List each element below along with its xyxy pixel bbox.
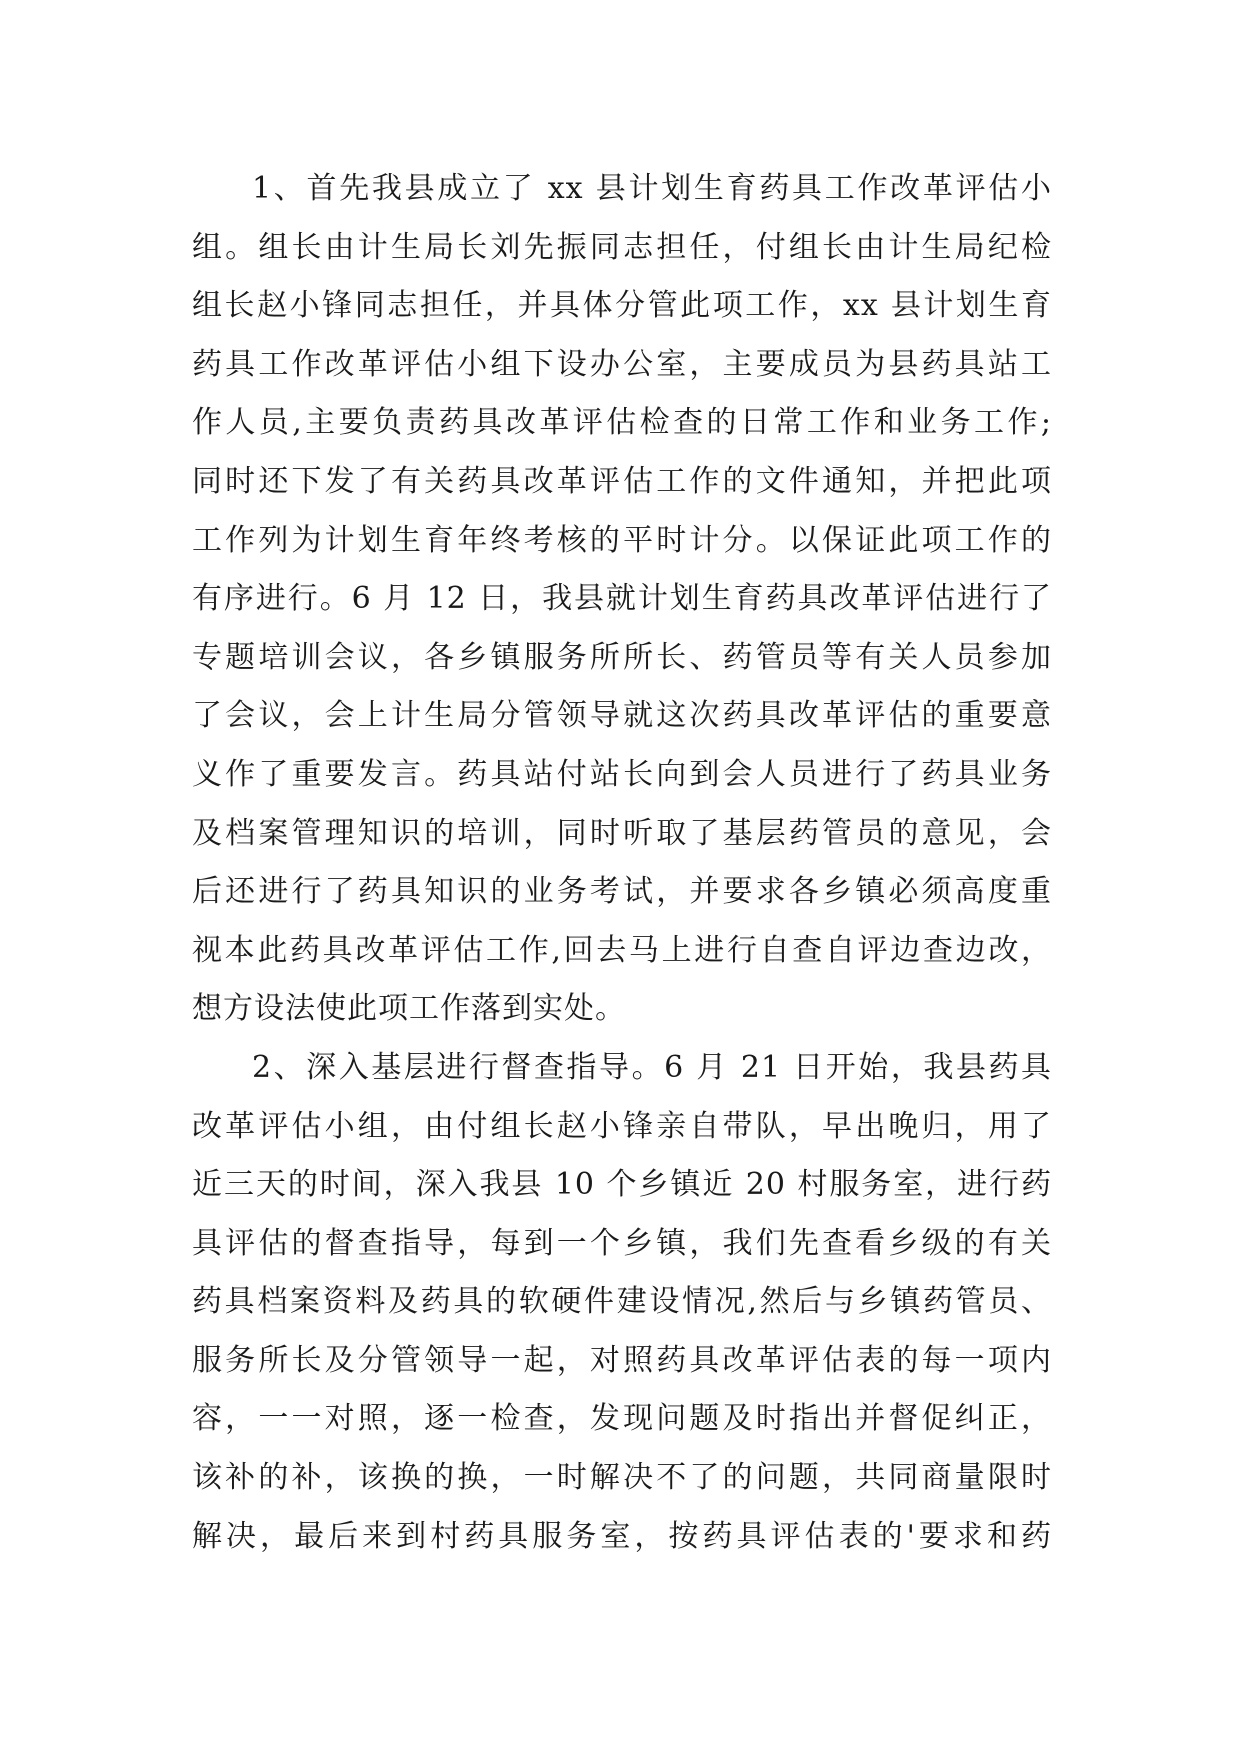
text-line: 组长赵小锋同志担任，并具体分管此项工作，xx 县计划生育: [192, 288, 1052, 324]
paragraph-2: [192, 1039, 1052, 1566]
text-line: 解决，最后来到村药具服务室，按药具评估表的'要求和药: [192, 1518, 1052, 1554]
text-line: 专题培训会议，各乡镇服务所所长、药管员等有关人员参加: [192, 639, 1052, 675]
text-line: 作人员,主要负责药具改革评估检查的日常工作和业务工作;: [192, 405, 1052, 441]
text-line: 视本此药具改革评估工作,回去马上进行自查自评边查边改，: [192, 932, 1052, 968]
text-line: 组。组长由计生局长刘先振同志担任，付组长由计生局纪检: [192, 229, 1052, 265]
text-line: 同时还下发了有关药具改革评估工作的文件通知，并把此项: [192, 463, 1052, 499]
text-line: 1、首先我县成立了 xx 县计划生育药具工作改革评估小: [252, 171, 1052, 206]
text-line: 药具工作改革评估小组下设办公室，主要成员为县药具站工: [192, 346, 1052, 382]
text-line: 容，一一对照，逐一检查，发现问题及时指出并督促纠正，: [192, 1401, 1052, 1437]
text-line: 及档案管理知识的培训，同时听取了基层药管员的意见，会: [192, 815, 1052, 851]
text-line: 服务所长及分管领导一起，对照药具改革评估表的每一项内: [192, 1342, 1052, 1378]
text-line: 工作列为计划生育年终考核的平时计分。以保证此项工作的: [192, 522, 1052, 558]
text-line: 想方设法使此项工作落到实处。: [192, 991, 626, 1027]
text-line: 药具档案资料及药具的软硬件建设情况,然后与乡镇药管员、: [192, 1284, 1052, 1320]
text-line: 后还进行了药具知识的业务考试，并要求各乡镇必须高度重: [192, 874, 1052, 910]
text-line: 有序进行。6 月 12 日，我县就计划生育药具改革评估进行了: [192, 581, 1052, 617]
document-body: [192, 160, 1052, 1566]
text-line: 2、深入基层进行督查指导。6 月 21 日开始，我县药具: [252, 1049, 1052, 1085]
text-line: 该补的补，该换的换，一时解决不了的问题，共同商量限时: [192, 1460, 1052, 1496]
paragraph-1: [192, 160, 1052, 1039]
text-line: 了会议，会上计生局分管领导就这次药具改革评估的重要意: [192, 698, 1052, 734]
text-line: 改革评估小组，由付组长赵小锋亲自带队，早出晚归，用了: [192, 1108, 1052, 1144]
text-line: 近三天的时间，深入我县 10 个乡镇近 20 村服务室，进行药: [192, 1167, 1052, 1203]
text-line: 具评估的督查指导，每到一个乡镇，我们先查看乡级的有关: [192, 1225, 1052, 1261]
text-line: 义作了重要发言。药具站付站长向到会人员进行了药具业务: [192, 756, 1052, 792]
